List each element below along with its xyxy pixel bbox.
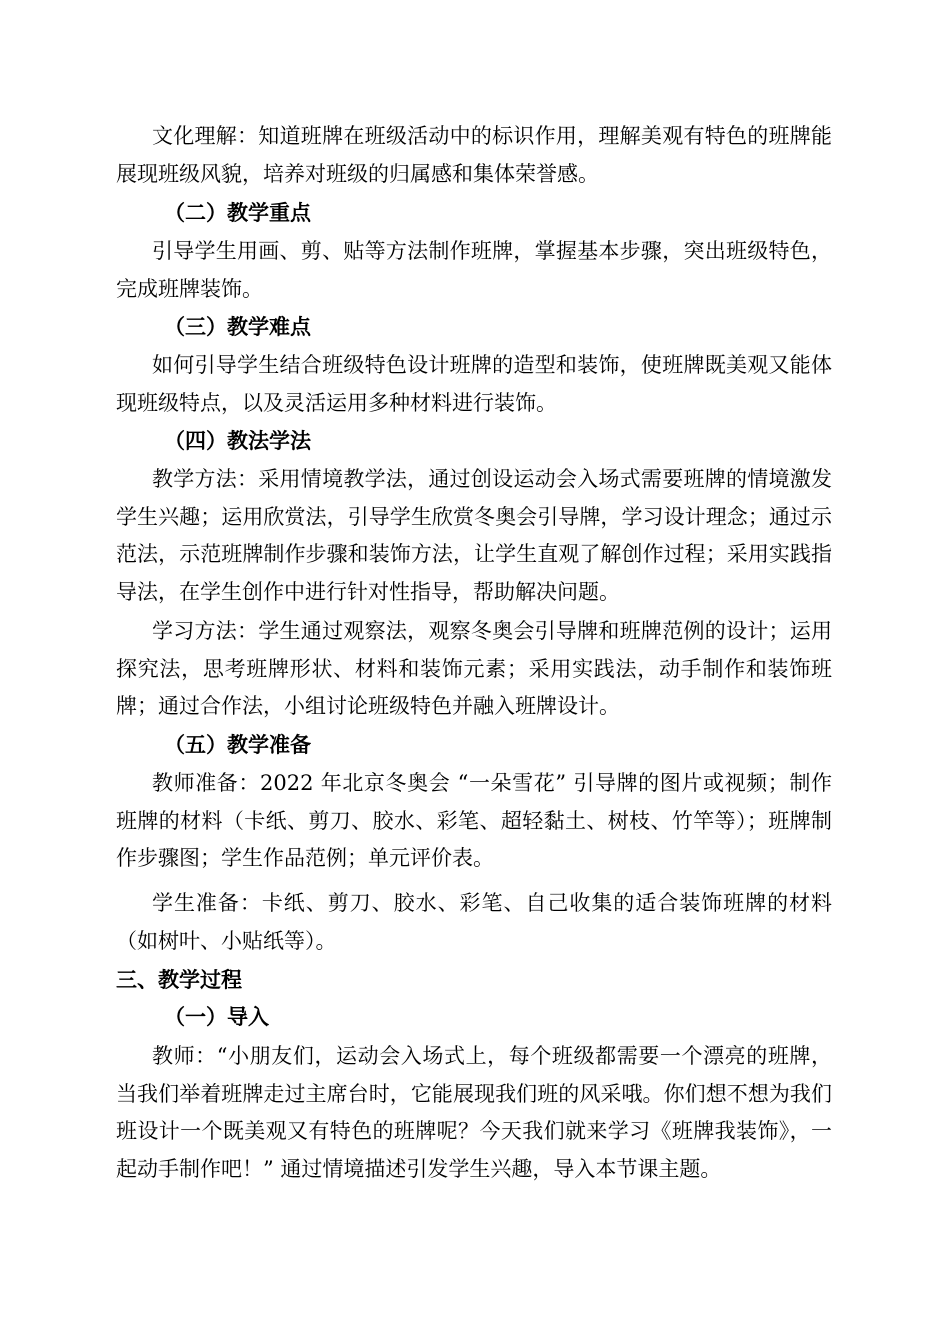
paragraph-teaching-methods (116, 461, 832, 611)
paragraph-key-points (116, 233, 832, 308)
section-heading: （一）导入 (164, 1005, 269, 1029)
heading-methods (116, 423, 832, 461)
paragraph-learning-methods (116, 613, 832, 726)
heading-process (116, 962, 832, 1000)
section-heading: （五）教学准备 (164, 733, 311, 757)
heading-preparation (116, 727, 832, 765)
heading-key-points (116, 195, 832, 233)
paragraph-text: 教学方法：采用情境教学法，通过创设运动会入场式需要班牌的情境激发学生兴趣；运用欣赏法，引导学生欣赏冬奥会引导牌，学习设计理念；通过示范法，示范班牌制作步骤和装饰方法，让学生直观了解创作过程；采用实践指导法，在学生创作中进行针对性指导，帮助解决问题。 (116, 467, 832, 604)
section-heading: （三）教学难点 (164, 315, 311, 339)
paragraph-student-prep (116, 885, 832, 960)
paragraph-text: 文化理解：知道班牌在班级活动中的标识作用，理解美观有特色的班牌能展现班级风貌，培养对班级的归属感和集体荣誉感。 (116, 124, 832, 186)
section-heading: （二）教学重点 (164, 201, 311, 225)
paragraph-intro (116, 1038, 832, 1188)
heading-intro (116, 999, 832, 1037)
section-heading: 三、教学过程 (116, 968, 242, 992)
paragraph-text: 教师：“小朋友们，运动会入场式上，每个班级都需要一个漂亮的班牌，当我们举着班牌走过主席台时，它能展现我们班的风采哦。你们想不想为我们班设计一个既美观又有特色的班牌呢？今天我们就来学习《班牌我装饰》，一起动手制作吧！” 通过情境描述引发学生兴趣，导入本节课主题。 (116, 1044, 832, 1181)
paragraph-text: 学生准备：卡纸、剪刀、胶水、彩笔、自己收集的适合装饰班牌的材料（如树叶、小贴纸等）。 (116, 891, 832, 953)
section-heading: （四）教法学法 (164, 429, 311, 453)
paragraph-text: 引导学生用画、剪、贴等方法制作班牌，掌握基本步骤，突出班级特色，完成班牌装饰。 (116, 239, 832, 301)
paragraph-culture (116, 118, 832, 193)
paragraph-teacher-prep (116, 765, 832, 878)
paragraph-text: 教师准备：2022 年北京冬奥会 “一朵雪花” 引导牌的图片或视频；制作班牌的材料（卡纸、剪刀、胶水、彩笔、超轻黏土、树枝、竹竿等）；班牌制作步骤图；学生作品范例；单元评价表。 (116, 771, 832, 870)
paragraph-text: 学习方法：学生通过观察法，观察冬奥会引导牌和班牌范例的设计；运用探究法，思考班牌形状、材料和装饰元素；采用实践法，动手制作和装饰班牌；通过合作法，小组讨论班级特色并融入班牌设计。 (116, 619, 832, 718)
heading-difficulties (116, 309, 832, 347)
paragraph-difficulties (116, 347, 832, 422)
paragraph-text: 如何引导学生结合班级特色设计班牌的造型和装饰，使班牌既美观又能体现班级特点，以及灵活运用多种材料进行装饰。 (116, 353, 832, 415)
